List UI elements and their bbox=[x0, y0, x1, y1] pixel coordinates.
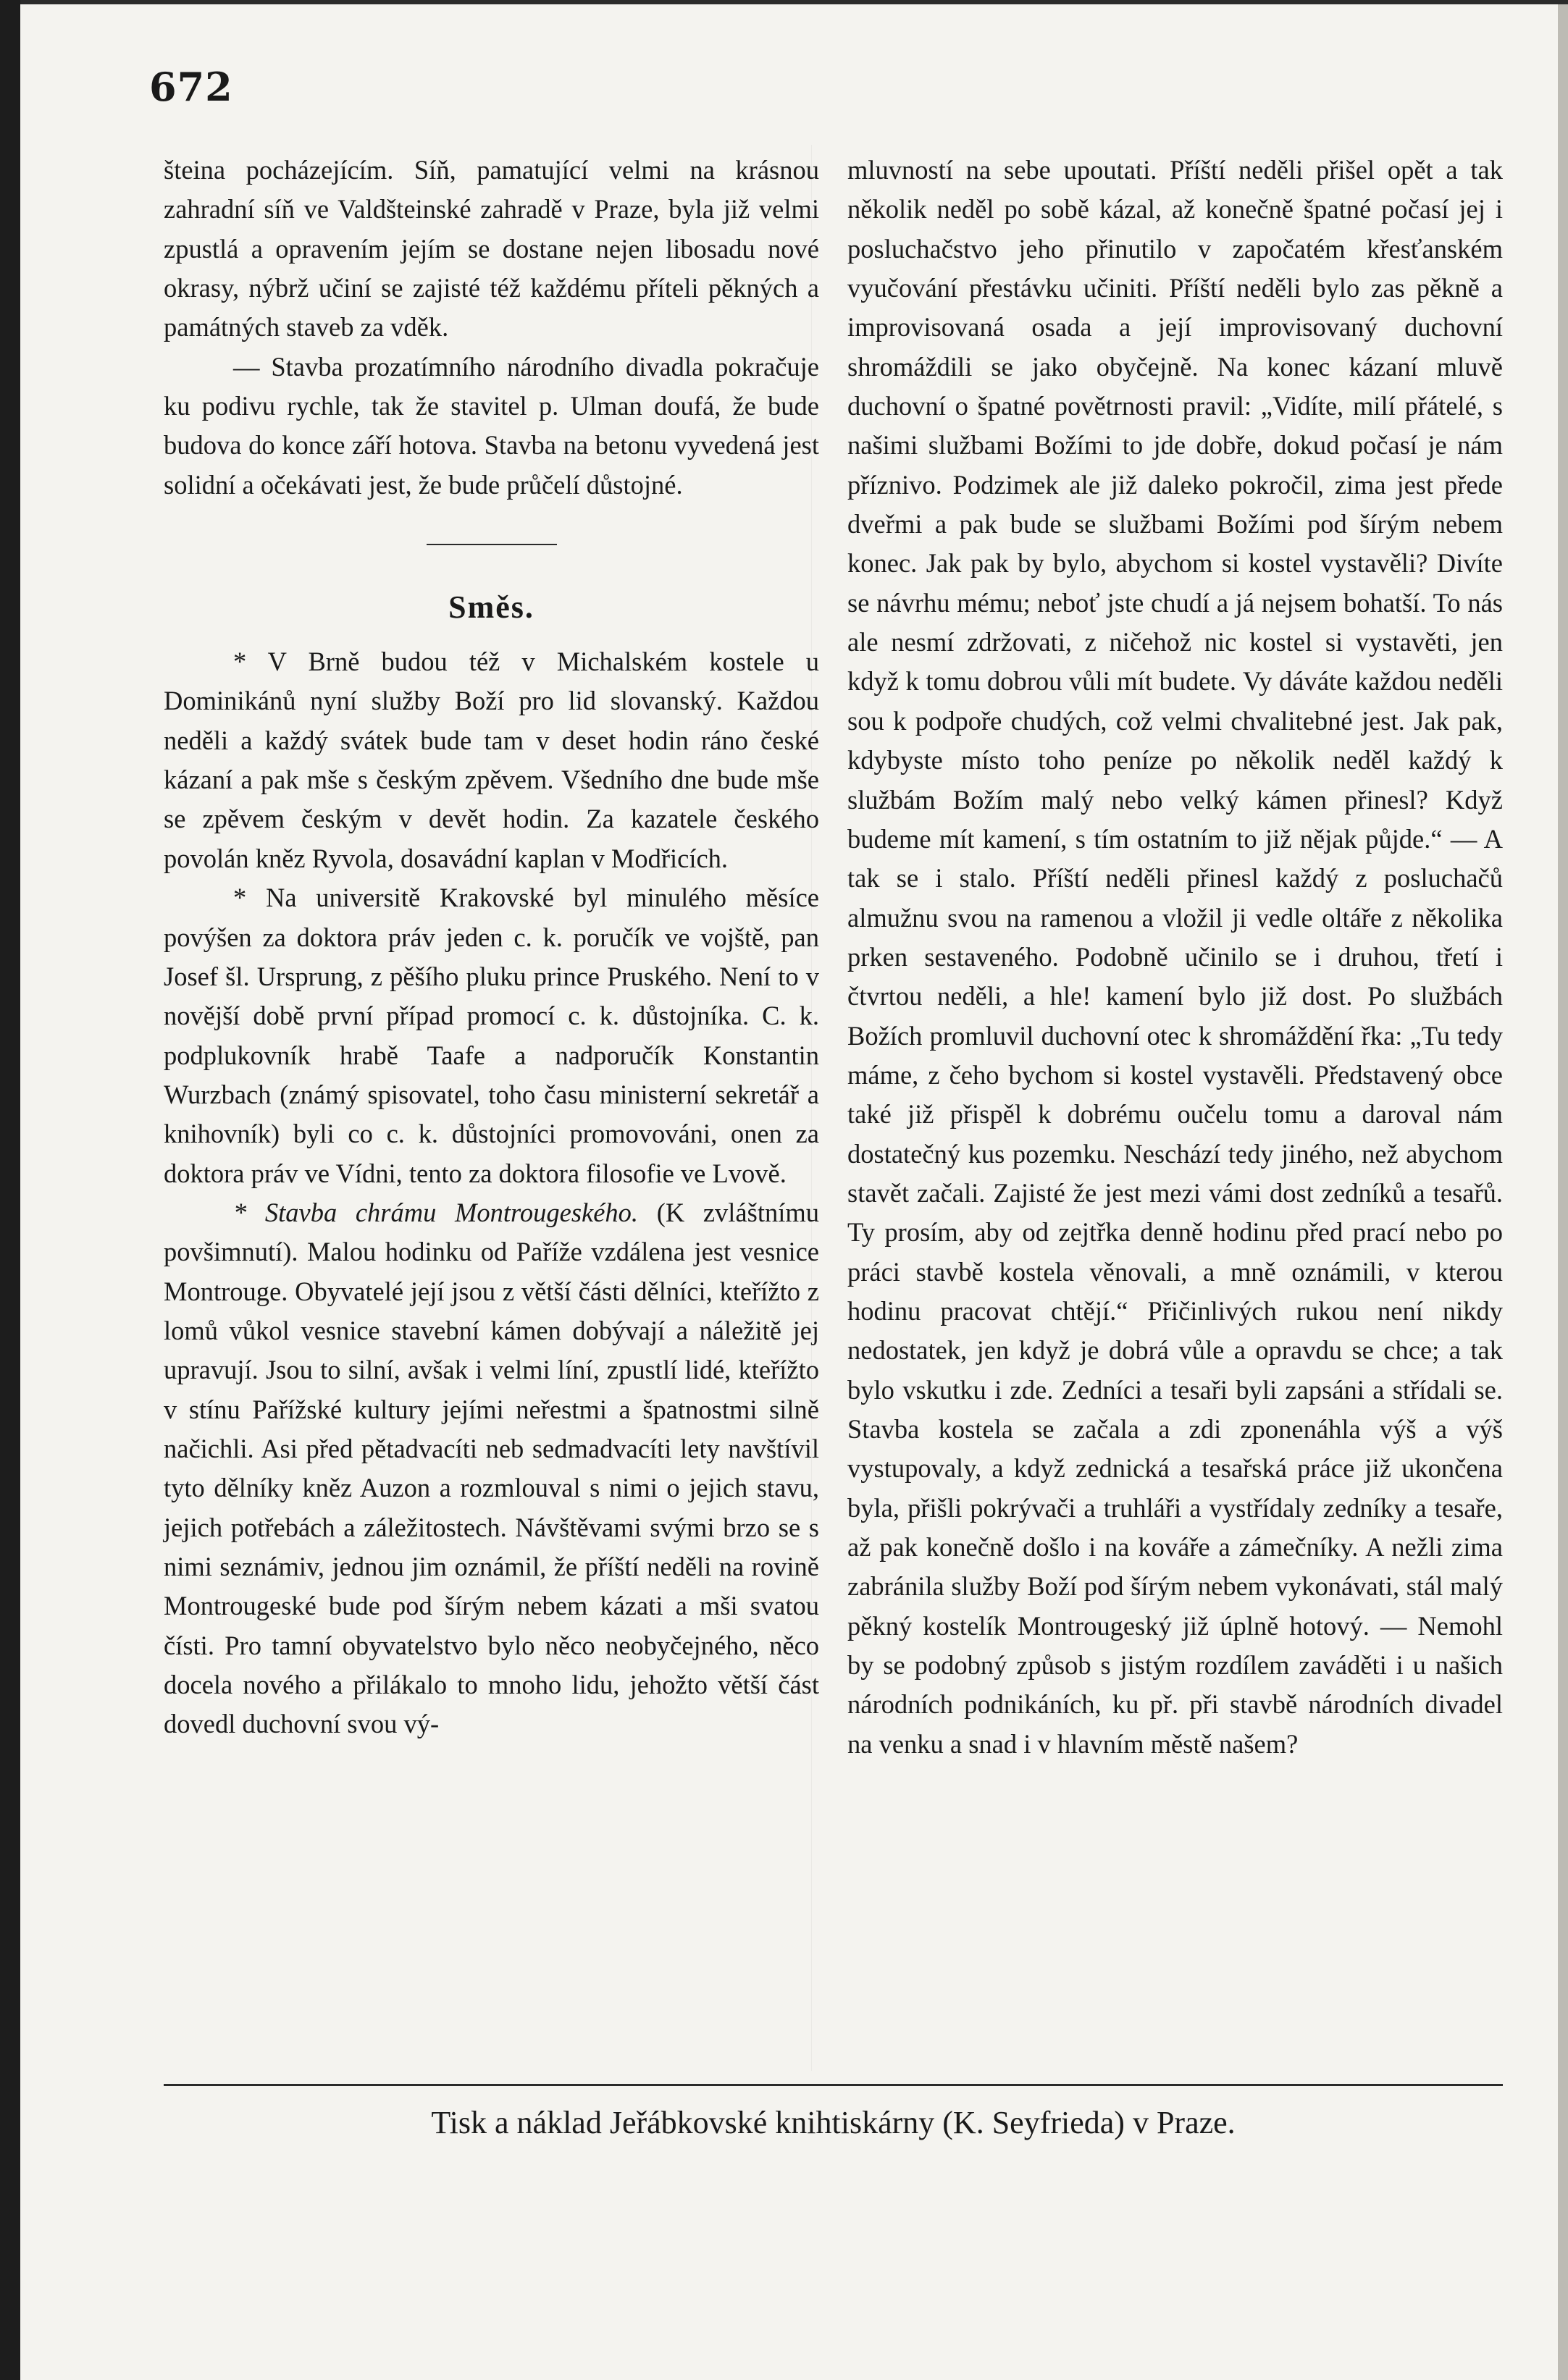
imprint-footer: Tisk a náklad Jeřábkovské knihtiskárny (K. Seyfrieda) v Praze. bbox=[431, 2105, 1236, 2140]
montrouge-text: (K zvláštnímu povšimnutí). Malou hodinku od Paříže vzdálena jest vesnice Montrouge. Obyvatelé její jsou z větší části dělníci, kteřížto z lomů vůkol vesnice stavební kámen dobývají a náležitě jej upravují. Jsou to silní, avšak i velmi líní, zpustlí lidé, kteřížto v stínu Pařížské kultury jejími neřestmi a špatnostmi silně načichli. Asi před pětadvacíti neb sedmadvacíti lety navštívil tyto dělníky kněz Auzon a rozmlouval s nimi o jejich stavu, jejich potřebách a záležitostech. Návštěvami svými brzo se s nimi seznámiv, jednou jim oznámil, že příští neděli na rovině Montrougeské bude pod šírým nebem kázati a mši svatou čísti. Pro tamní obyvatelstvo bylo něco neobyčejného, něco docela nového a přilákalo to mnoho lidu, jehožto větší část dovedl duchovní svou vý- bbox=[164, 1197, 819, 1739]
montrouge-title: * Stavba chrámu Montrougeského. bbox=[233, 1197, 639, 1227]
right-column bbox=[847, 151, 1503, 1764]
news-item-krakow: * Na universitě Krakovské byl minulého měsíce povýšen za doktora práv jeden c. k. poručík ve vojště, pan Josef šl. Ursprung, z pěšího pluku prince Pruského. Není to v novější době první případ promocí c. k. důstojníka. C. k. podplukovník hrabě Taafe a nadporučík Konstantin Wurzbach (známý spisovatel, toho času ministerní sekretář a knihovník) byli co c. k. důstojníci promovováni, onen za doktora práv ve Vídni, tento za doktora filosofie ve Lvově. bbox=[164, 883, 819, 1188]
page-number: 672 bbox=[149, 64, 233, 110]
left-paragraph-1: šteina pocházejícím. Síň, pamatující velmi na krásnou zahradní síň ve Valdšteinské zahradě v Praze, byla již velmi zpustlá a opravením jejím se dostane nejen libosadu nové okrasy, nýbrž učiní se zajisté též každému příteli pěkných a památných staveb za vděk. bbox=[164, 155, 819, 342]
news-item-brno: * V Brně budou též v Michalském kostele u Dominikánů nyní služby Boží pro lid slovanský. Každou neděli a každý svátek bude tam v deset hodin ráno české kázaní a pak mše s českým zpěvem. Všedního dne bude mše se zpěvem českým v devět hodin. Za kazatele českého povolán kněz Ryvola, dosavádní kaplan v Modřicích. bbox=[164, 647, 819, 873]
footer-rule bbox=[164, 2084, 1503, 2086]
scan-edge-left bbox=[0, 0, 20, 2380]
section-heading: Směs. bbox=[448, 589, 534, 626]
news-item-montrouge bbox=[164, 1193, 819, 1744]
scan-edge-top bbox=[20, 0, 1568, 4]
scan-edge-right bbox=[1558, 0, 1568, 2380]
section-divider bbox=[427, 544, 557, 545]
left-paragraph-2: — Stavba prozatímního národního divadla pokračuje ku podivu rychle, tak že stavitel p. Ulman doufá, že bude budova do konce září hotova. Stavba na betonu vyvedená jest solidní a očekávati jest, že bude průčelí důstojné. bbox=[164, 351, 819, 500]
right-paragraph-1: mluvností na sebe upoutati. Příští neděli přišel opět a tak několik neděl po sobě kázal, až konečně špatné počasí jej i posluchačstvo jeho přinutilo v započatém křesťanském vyučování přestávku učiniti. Příští neděli bylo zas pěkně a improvisovaná osada a její improvisovaný duchovní shromáždili se jako obyčejně. Na konec kázaní mluvě duchovní o špatné povětrnosti pravil: „Vidíte, milí přátelé, s našimi službami Božími to jde dobře, dokud počasí je nám příznivo. Podzimek ale již daleko pokročil, zima jest přede dveřmi a pak bude se službami Božími pod šírým nebem konec. Jak pak by bylo, abychom si kostel vystavěli? Divíte se návrhu mému; neboť jste chudí a já nejsem bohatší. To nás ale nesmí zdržovati, z ničehož nic kostel si vystavěti, jen když k tomu dobrou vůli mít budete. Vy dáváte každou neděli sou k podpoře chudých, což velmi chvalitebné jest. Jak pak, kdybyste místo toho peníze po několik neděl každý k službám Božím malý nebo velký kámen přinesl? Když budeme mít kamení, s tím ostatním to již nějak půjde.“ — A tak se i stalo. Příští neděli přinesl každý z posluchačů almužnu svou na ramenou a vložil ji vedle oltáře z několika prken sestaveného. Podobně učinilo se i druhou, třetí i čtvrtou neděli, a hle! kamení bylo již dost. Po službách Božích promluvil duchovní otec k shromáždění řka: „Tu tedy máme, z čeho bychom si kostel vystavěli. Představený obce také již přispěl k dobrému oučelu tomu a daroval nám dostatečný kus pozemku. Neschází tedy jiného, než abychom stavět začali. Zajisté že jest mezi vámi dost zedníků a tesařů. Ty prosím, aby od zejtřka denně hodinu před prací nebo po práci stavbě kostela věnovali, a mně oznámili, v kterou hodinu pracovat chtějí.“ Přičinlivých rukou není nikdy nedostatek, jen když je dobrá vůle a opravdu se chce; a tak bylo vskutku i zde. Zedníci a tesaři byli zapsáni a střídali se. Stavba kostela se začala a zdi zponenáhla výš a výš vystupovaly, a když zednická a tesařská práce již ukončena byla, přišli pokrývači a truhláři a vystřídaly zedníky a tesaře, až pak konečně došlo i na kováře a zámečníky. A nežli zima zabránila služby Boží pod šírým nebem vykonávati, stál malý pěkný kostelík Montrougeský již úplně hotový. — Nemohl by se podobný způsob s jistým rozdílem zaváděti i u našich národních podnikáních, ku př. při stavbě národních divadel na venku a snad i v hlavním městě našem? bbox=[847, 155, 1503, 1759]
left-column bbox=[164, 151, 819, 1744]
